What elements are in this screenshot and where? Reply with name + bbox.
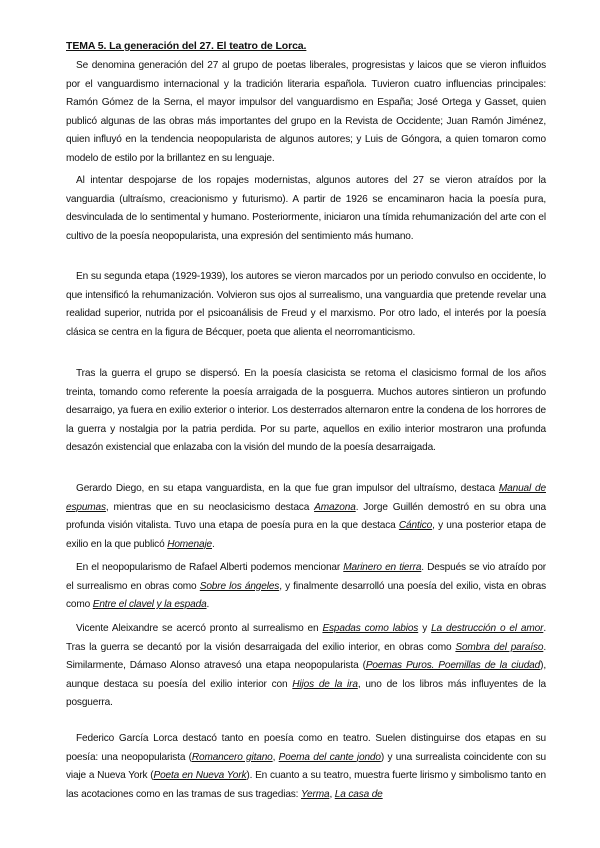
paragraph-alberti	[66, 559, 546, 615]
paragraph-text: , uno de los libros más influyentes de la posguerra.	[66, 678, 547, 709]
paragraph-gerardo-diego	[66, 480, 546, 554]
paragraph-text: y	[418, 623, 432, 634]
paragraph-text: ), aunque destaca su poesía del exilio interior con	[66, 660, 546, 690]
paragraph-text: . Jorge Guillén demostró en su obra una profunda visión vitalista. Tuvo una etapa de poesía pura en la que destaca	[66, 501, 546, 532]
work-title: Poeta en Nueva York	[153, 770, 247, 782]
paragraph-text: , y finalmente desarrolló una poesía del exilio, vista en obras como	[66, 580, 546, 611]
paragraph-text: Tras la guerra el grupo se dispersó. En la poesía clasicista se retoma el clasicismo formal de los años treinta, tomando como referente la poesía arraigada de la posguerra. Muchos autores sintieron un profundo desarraigo, ya fuera en exilio exterior o interior. Los desterrados alternaron entre la condena de los horrores de la guerra y nostalgia por la patria perdida. Por su parte, aquellos en exilio interior mostraron una profunda desazón existencial que enlazaba con la visión del mundo de la poesía desarraigada.	[66, 368, 546, 454]
work-title: Espadas como labios	[322, 623, 419, 634]
work-title: Manual de espumas	[66, 483, 546, 513]
work-title: Romancero gitano	[191, 751, 273, 763]
work-title: Yerma	[301, 788, 330, 800]
paragraph-text: . Tras la guerra se decantó por la visión desarraigada del exilio interior, en obras como	[66, 623, 546, 653]
work-title: Entre el clavel y la espada	[92, 599, 207, 611]
paragraph-segunda-etapa	[66, 268, 546, 342]
paragraph-text: .	[206, 599, 210, 611]
paragraph-aleixandre	[66, 620, 546, 713]
paragraph-intro	[66, 57, 546, 169]
paragraph-text: Federico García Lorca destacó tanto en poesía como en teatro. Suelen distinguirse dos etapas en su poesía: una neopopularista (	[66, 733, 546, 763]
work-title: Hijos de la ira	[292, 678, 358, 690]
paragraph-text: . Similarmente, Dámaso Alonso atravesó una etapa neopopularista (	[66, 641, 546, 672]
paragraph-text: En el neopopularismo de Rafael Alberti podemos mencionar	[76, 562, 344, 573]
paragraph-text: ,	[272, 751, 279, 763]
work-title: Marinero en tierra	[343, 562, 422, 573]
paragraph-text: Se denomina generación del 27 al grupo de poetas liberales, progresistas y laicos que se vieron influidos por el vanguardismo internacional y la tradición literaria española. Tuvieron cuatro influencias principales: Ramón Gómez de la Serna, el mayor impulsor del vanguardismo en España; José Ortega y Gasset, quien publicó algunas de las obras más importantes del grupo en la Revista de Occidente; Juan Ramón Jiménez, quien influyó en la tendencia neopopularista de algunos autores; y Luis de Góngora, a quien tomaron como modelo de estilo por la brillantez en su lenguaje.	[66, 60, 546, 164]
paragraph-text: .	[212, 538, 215, 550]
work-title: Homenaje	[167, 538, 212, 550]
paragraph-text: Vicente Aleixandre se acercó pronto al surrealismo en	[76, 623, 323, 634]
paragraph-text: . Después se vio atraído por el surrealismo en obras como	[66, 562, 546, 592]
paragraph-text: En su segunda etapa (1929-1939), los autores se vieron marcados por un periodo convulso en occidente, lo que intensificó la rehumanización. Volvieron sus ojos al surrealismo, una vanguardia que pretende revelar una realidad superior, nutrida por el psicoanálisis de Freud y el marxismo. Por otro lado, el interés por la poesía clásica se centra en la figura de Bécquer, poeta que alienta el neorromanticismo.	[66, 271, 546, 338]
paragraph-text: , y una posterior etapa de exilio en la que publicó	[66, 520, 546, 550]
paragraph-text: Al intentar despojarse de los ropajes modernistas, algunos autores del 27 se vieron atraídos por la vanguardia (ultraísmo, creacionismo y futurismo). A partir de 1926 se encaminaron hacia la poesía pura, desvinculada de lo sentimental y humano. Posteriormente, iniciaron una tímida rehumanización del arte con el cultivo de la poesía neopopularista, una expresión del sentimiento más humano.	[66, 175, 546, 242]
paragraph-posguerra	[66, 365, 546, 458]
work-title: Poema del cante jondo	[278, 751, 381, 763]
work-title: La destrucción o el amor	[431, 623, 544, 634]
work-title: Amazona	[314, 501, 356, 513]
paragraph-text: Gerardo Diego, en su etapa vanguardista, en la que fue gran impulsor del ultraísmo, destaca	[76, 483, 499, 494]
paragraph-lorca	[66, 730, 546, 804]
paragraph-text: ,	[329, 788, 335, 800]
work-title: Sombra del paraíso	[455, 641, 544, 653]
paragraph-text: ). En cuanto a su teatro, muestra fuerte lirismo y simbolismo tanto en las acotaciones como en las tramas de sus tragedias:	[66, 770, 546, 800]
document-title: TEMA 5. La generación del 27. El teatro de Lorca.	[66, 40, 307, 52]
paragraph-text: , mientras que en su neoclasicismo destaca	[105, 501, 315, 513]
work-title: Sobre los ángeles	[199, 580, 280, 592]
work-title: Cántico	[398, 520, 433, 532]
work-title: Poemas Puros. Poemillas de la ciudad	[365, 660, 541, 672]
paragraph-vanguardia	[66, 172, 546, 246]
paragraph-text: ) y una surrealista coincidente con su viaje a Nueva York (	[66, 751, 547, 782]
work-title: La casa de	[334, 788, 383, 800]
